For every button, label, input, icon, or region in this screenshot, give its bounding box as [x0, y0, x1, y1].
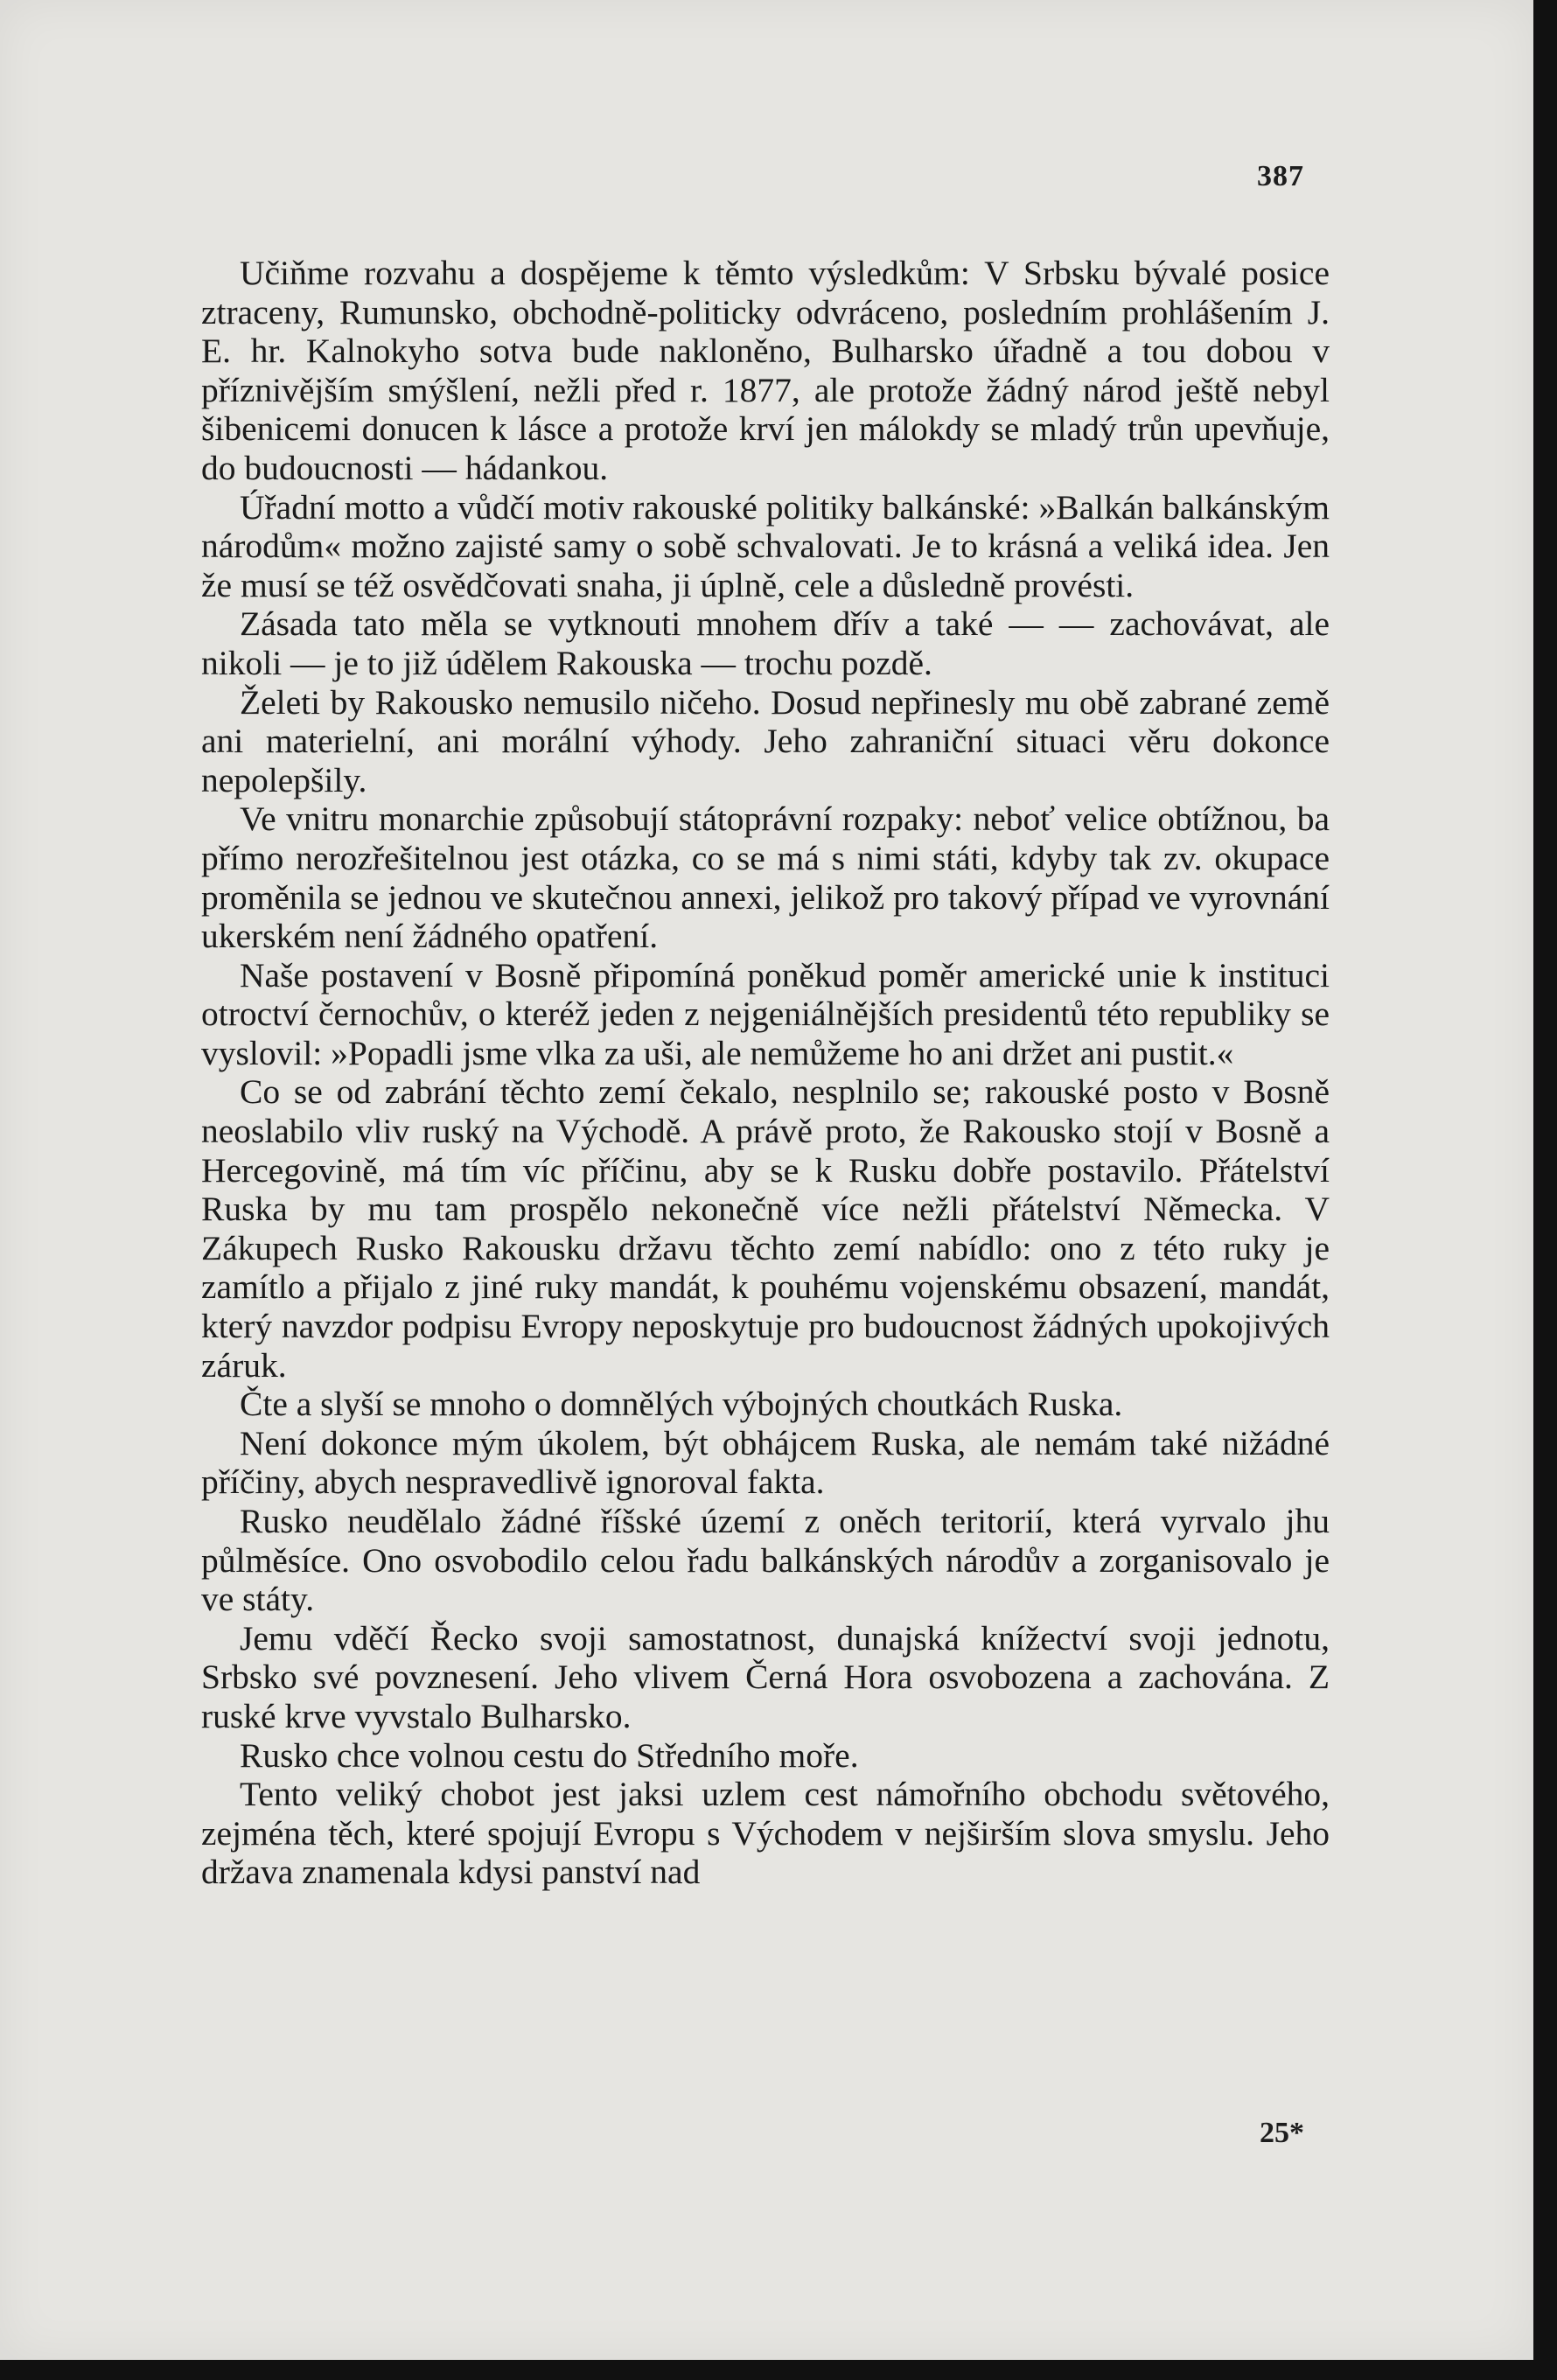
- paragraph: Tento veliký chobot jest jaksi uzlem cest námořního obchodu světového, zejména těch, které spojují Evropu s Východem v nejširším slova smyslu. Jeho država znamenala kdysi panství nad: [201, 1775, 1330, 1892]
- paragraph: Naše postavení v Bosně připomíná poněkud poměr americké unie k instituci otroctví černochův, o kteréž jeden z nejgeniálnějších presidentů této republiky se vyslovil: »Popadli jsme vlka za uši, ale nemůžeme ho ani držet ani pustit.«: [201, 955, 1330, 1072]
- paragraph: Není dokonce mým úkolem, být obhájcem Ruska, ale nemám také nižádné příčiny, abych nespravedlivě ignoroval fakta.: [201, 1423, 1330, 1502]
- paragraph: Co se od zabrání těchto zemí čekalo, nesplnilo se; rakouské posto v Bosně neoslabilo vliv ruský na Východě. A právě proto, že Rakousko stojí v Bosně a Hercegovině, má tím víc příčinu, aby se k Rusku dobře postavilo. Přátelství Ruska by mu tam prospělo nekonečně více nežli přátelství Německa. V Zákupech Rusko Rakousku državu těchto zemí nabídlo: ono z této ruky je zamítlo a přijalo z jiné ruky mandát, k pouhému vojenskému obsazení, mandát, který navzdor podpisu Evropy neposkytuje pro budoucnost žádných upokojivých záruk.: [201, 1072, 1330, 1385]
- paragraph: Ve vnitru monarchie způsobují státoprávní rozpaky: neboť velice obtížnou, ba přímo nerozřešitelnou jest otázka, co se má s nimi státi, kdyby tak zv. okupace proměnila se jednou ve skutečnou annexi, jelikož pro takový případ ve vyrovnání ukerském není žádného opatření.: [201, 799, 1330, 956]
- body-text: [201, 254, 1330, 1892]
- paragraph: Zásada tato měla se vytknouti mnohem dřív a také — — zachovávat, ale nikoli — je to již údělem Rakouska — trochu pozdě.: [201, 604, 1330, 682]
- paragraph: Jemu vděčí Řecko svoji samostatnost, dunajská knížectví svoji jednotu, Srbsko své povznesení. Jeho vlivem Černá Hora osvobozena a zachována. Z ruské krve vyvstalo Bulharsko.: [201, 1618, 1330, 1735]
- paragraph: Čte a slyší se mnoho o domnělých výbojných choutkách Ruska.: [240, 1385, 1123, 1424]
- printer-signature-mark: 25*: [1260, 2117, 1304, 2149]
- paragraph: Rusko chce volnou cestu do Středního moře.: [240, 1735, 859, 1775]
- paragraph: Učiňme rozvahu a dospějeme k těmto výsledkům: V Srbsku bývalé posice ztraceny, Rumunsko, obchodně-politicky odvráceno, posledním prohlášením J. E. hr. Kalnokyho sotva bude nakloněno, Bulharsko úřadně a tou dobou v příznivějším smýšlení, nežli před r. 1877, ale protože žádný národ ještě nebyl šibenicemi donucen k lásce a protože krví jen málokdy se mladý trůn upevňuje, do budoucnosti — hádankou.: [201, 254, 1330, 487]
- paragraph: Rusko neudělalo žádné říšské území z oněch teritorií, která vyrvalo jhu půlměsíce. Ono osvobodilo celou řadu balkánských národův a zorganisovalo je ve státy.: [201, 1502, 1330, 1619]
- paragraph: Želeti by Rakousko nemusilo ničeho. Dosud nepřinesly mu obě zabrané země ani materielní, ani morální výhody. Jeho zahraniční situaci věru dokonce nepolepšily.: [201, 682, 1330, 799]
- page-number: 387: [1257, 160, 1304, 192]
- paragraph: Úřadní motto a vůdčí motiv rakouské politiky balkánské: »Balkán balkánským národům« možno zajisté samy o sobě schvalovati. Je to krásná a veliká idea. Jen že musí se též osvědčovati snaha, ji úplně, cele a důsledně provésti.: [201, 487, 1330, 604]
